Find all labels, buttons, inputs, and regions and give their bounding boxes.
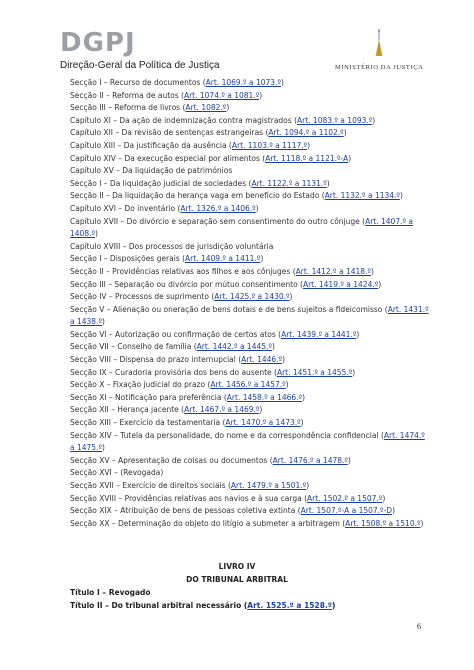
list-item xyxy=(70,367,430,380)
list-item xyxy=(70,127,430,140)
list-item xyxy=(70,341,430,354)
entry-tail: ) xyxy=(382,493,386,503)
list-item xyxy=(70,77,430,90)
article-link[interactable]: Art. 1507.º-A a 1507.º-D xyxy=(300,506,393,516)
list-item xyxy=(70,505,430,518)
list-item xyxy=(70,115,430,128)
article-link[interactable]: Art. 1446.º xyxy=(241,355,283,365)
entry-tail: ) xyxy=(102,443,105,453)
entry-text: Secção XVII – Exercício de direitos sociais ( xyxy=(70,481,231,490)
article-link[interactable]: Art. 1409.º a 1411.º xyxy=(185,254,261,264)
article-link[interactable]: Art. 1479.º a 1501.º xyxy=(230,481,307,490)
entry-tail: ) xyxy=(343,128,347,138)
entry-text: Secção XV – Apresentação de coisas ou documentos ( xyxy=(70,455,273,465)
list-item xyxy=(70,392,430,405)
entry-text: Secção X – Fixação judicial do prazo ( xyxy=(70,380,211,390)
list-item xyxy=(70,90,430,103)
dgpj-logo: DGPJ xyxy=(60,28,136,58)
entry-tail: ) xyxy=(282,355,286,365)
page-number: 6 xyxy=(417,622,421,631)
list-item xyxy=(70,417,430,430)
entry-tail: ) xyxy=(95,229,98,239)
titulo-item xyxy=(70,601,335,610)
entry-tail: ) xyxy=(285,380,289,390)
article-link[interactable]: Art. 1458.º a 1466.º xyxy=(226,392,303,402)
ministry-emblem-icon xyxy=(371,28,387,60)
list-item xyxy=(70,291,430,304)
list-item xyxy=(70,203,430,216)
entry-text: Capítulo XIII – Da justificação da ausência ( xyxy=(70,140,232,150)
entry-text: Secção II – Da liquidação da herança vaga em benefício do Estado ( xyxy=(70,191,325,201)
article-link[interactable]: Art. 1470.º a 1473.º xyxy=(225,418,301,428)
entry-text: Capítulo XVI – Do inventário ( xyxy=(70,203,181,213)
entry-tail: ) xyxy=(260,254,264,264)
titulo-tail: ) xyxy=(332,601,336,610)
list-item xyxy=(70,178,430,191)
entry-text: Capítulo XI – Da ação de indemnização contra magistrados ( xyxy=(70,115,297,125)
list-item xyxy=(70,266,430,279)
entry-tail: ) xyxy=(326,178,330,188)
entry-text: Secção I – Da liquidação judicial de sociedades ( xyxy=(70,178,252,188)
article-link[interactable]: Art. 1094.º a 1102.º xyxy=(268,128,344,138)
article-link[interactable]: Art. 1508.º a 1510.º xyxy=(345,518,421,528)
entry-text: Secção III – Reforma de livros ( xyxy=(70,103,186,113)
list-item xyxy=(70,279,430,292)
list-item xyxy=(70,165,430,178)
article-link[interactable]: Art. 1083.º a 1093.º xyxy=(297,115,373,125)
entry-tail: ) xyxy=(102,317,105,327)
list-item xyxy=(70,430,430,455)
article-link[interactable]: Art. 1419.º a 1424.º xyxy=(302,279,379,289)
article-link[interactable]: Art. 1474.º a 1475.º xyxy=(70,430,425,453)
entry-text: Secção VII – Conselho de família ( xyxy=(70,342,197,352)
entry-tail: ) xyxy=(300,418,304,428)
entry-tail: ) xyxy=(259,405,263,415)
list-item xyxy=(70,404,430,417)
entry-text: Capítulo XV – Da liquidação de patrimónios xyxy=(70,166,233,176)
list-item xyxy=(70,304,430,329)
entry-text: Secção II – Reforma de autos ( xyxy=(70,90,184,100)
article-link[interactable]: Art. 1132.º a 1134.º xyxy=(324,191,400,201)
list-item xyxy=(70,216,430,241)
article-link[interactable]: Art. 1476.º a 1478.º xyxy=(272,455,348,465)
entry-tail: ) xyxy=(392,506,395,516)
list-item xyxy=(70,190,430,203)
article-link[interactable]: Art. 1467.º a 1469.º xyxy=(184,405,260,415)
list-item xyxy=(70,354,430,367)
entry-text: Capítulo XVIII – Dos processos de jurisdição voluntária xyxy=(70,241,274,251)
entry-text: Secção XI – Notificação para preferência ( xyxy=(70,392,227,402)
article-link[interactable]: Art. 1412.º a 1418.º xyxy=(295,266,371,276)
entry-text: Secção I – Disposições gerais ( xyxy=(70,254,186,264)
article-link[interactable]: Art. 1069.º a 1073.º xyxy=(205,78,281,87)
entry-tail: ) xyxy=(356,329,360,339)
entry-text: Secção XX – Determinação do objeto do litígio a submeter a arbitragem ( xyxy=(70,518,346,528)
list-item xyxy=(70,241,430,254)
entry-tail: ) xyxy=(399,191,403,201)
article-link[interactable]: Art. 1407.º a 1408.º xyxy=(70,216,413,239)
entry-text: Secção XII – Herança jacente ( xyxy=(70,405,185,415)
book-title: DO TRIBUNAL ARBITRAL xyxy=(186,575,288,584)
entry-tail: ) xyxy=(271,342,275,352)
list-item xyxy=(70,140,430,153)
entry-tail: ) xyxy=(307,140,311,150)
entry-tail: ) xyxy=(255,203,259,213)
entry-text: Capítulo XIV – Da execução especial por alimentos ( xyxy=(70,153,266,163)
entry-tail: ) xyxy=(372,115,376,125)
article-link[interactable]: Art. 1074.º a 1081.º xyxy=(183,90,260,100)
entry-text: Secção XVIII – Providências relativas aos navios e à sua carga ( xyxy=(70,493,308,503)
entry-tail: ) xyxy=(370,266,374,276)
list-item xyxy=(70,518,430,531)
table-of-contents-list xyxy=(70,77,430,530)
entry-tail: ) xyxy=(280,78,284,87)
article-link[interactable]: Art. 1122.º a 1131.º xyxy=(251,178,327,188)
entry-text: Capítulo XVII – Do divórcio e separação sem consentimento do outro cônjuge ( xyxy=(70,216,366,226)
entry-tail: ) xyxy=(347,455,351,465)
entry-text: Secção III – Separação ou divórcio por mútuo consentimento ( xyxy=(70,279,303,289)
article-link[interactable]: Art. 1451.º a 1455.º xyxy=(276,367,353,377)
entry-text: Secção I – Recurso de documentos ( xyxy=(70,78,206,87)
list-item xyxy=(70,455,430,468)
article-link[interactable]: Art. 1118.º a 1121.º-A xyxy=(265,153,349,163)
entry-text: Secção II – Providências relativas aos filhos e aos cônjuges ( xyxy=(70,266,296,276)
entry-text: Secção XIX – Atribuição de bens de pessoas coletiva extinta ( xyxy=(70,506,301,516)
entry-tail: ) xyxy=(352,367,356,377)
entry-text: Capítulo XII – Da revisão de sentenças estrangeiras ( xyxy=(70,128,269,138)
book-number: LIVRO IV xyxy=(218,562,256,571)
entry-tail: ) xyxy=(289,292,293,302)
list-item xyxy=(70,102,430,115)
list-item xyxy=(70,379,430,392)
titulo-text: Título I – Revogado xyxy=(70,588,151,597)
list-item xyxy=(70,467,430,480)
list-item xyxy=(70,493,430,506)
entry-text: Secção XIV – Tutela da personalidade, do nome e da correspondência confidencial ( xyxy=(70,430,384,440)
entry-tail: ) xyxy=(420,518,424,528)
article-link[interactable]: Art. 1326.º a 1406.º xyxy=(180,203,256,213)
entry-tail: ) xyxy=(302,392,306,402)
list-item xyxy=(70,329,430,342)
entry-tail: ) xyxy=(259,90,263,100)
article-link[interactable]: Art. 1502.º a 1507.º xyxy=(307,493,383,503)
entry-tail: ) xyxy=(378,279,382,289)
entry-text: Secção V – Alienação ou oneração de bens dotais e de bens sujeitos a fideicomisso ( xyxy=(70,304,388,314)
entry-text: Secção XIII – Exercício da testamentaria ( xyxy=(70,418,226,428)
entry-text: Secção VI – Autorização ou confirmação de certos atos ( xyxy=(70,329,282,339)
article-link[interactable]: Art. 1431.º a 1438.º xyxy=(70,304,429,327)
article-link[interactable]: Art. 1082.º xyxy=(185,103,227,113)
article-link[interactable]: Art. 1525.º a 1528.º xyxy=(247,601,333,610)
entry-text: Secção XVI – (Revogada) xyxy=(70,468,164,478)
titulo-text: Título II – Do tribunal arbitral necessário ( xyxy=(70,601,248,610)
entry-text: Secção IX – Curadoria provisória dos bens do ausente ( xyxy=(70,367,277,377)
titulo-item xyxy=(70,588,151,597)
article-link[interactable]: Art. 1103.º a 1117.º xyxy=(231,140,308,150)
ministry-name: MINISTÉRIO DA JUSTIÇA xyxy=(335,64,424,71)
list-item xyxy=(70,253,430,266)
entry-text: Secção IV – Processos de suprimento ( xyxy=(70,292,215,302)
list-item xyxy=(70,153,430,166)
article-link[interactable]: Art. 1442.º a 1445.º xyxy=(196,342,272,352)
list-item xyxy=(70,480,430,493)
article-link[interactable]: Art. 1456.º a 1457.º xyxy=(210,380,286,390)
dgpj-subtitle: Direção-Geral da Política de Justiça xyxy=(60,60,220,71)
entry-tail: ) xyxy=(306,481,310,490)
entry-tail: ) xyxy=(348,153,352,163)
entry-tail: ) xyxy=(226,103,230,113)
article-link[interactable]: Art. 1439.º a 1441.º xyxy=(281,329,357,339)
entry-text: Secção VIII – Dispensa do prazo internupcial ( xyxy=(70,355,242,365)
article-link[interactable]: Art. 1425.º a 1430.º xyxy=(214,292,290,302)
